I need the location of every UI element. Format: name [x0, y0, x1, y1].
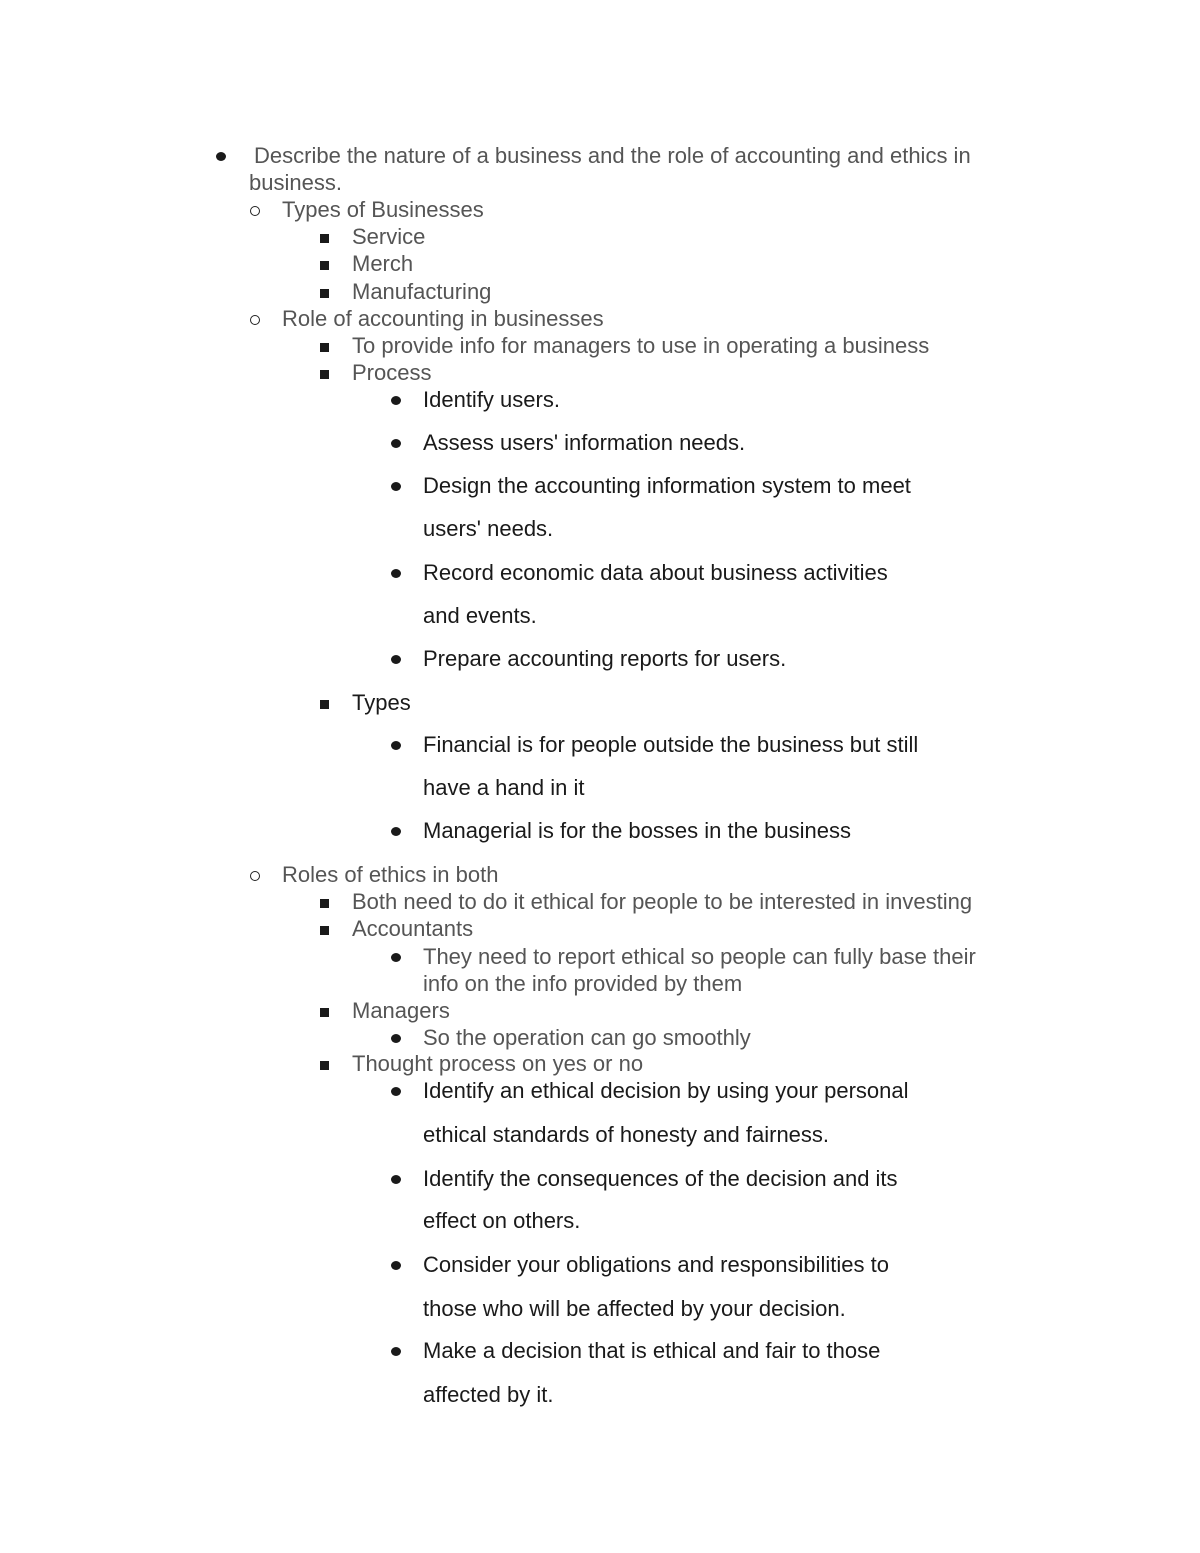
level3-bullet [320, 926, 329, 935]
level2-bullet [250, 315, 260, 325]
level3-bullet [320, 899, 329, 908]
level3-bullet [320, 289, 329, 298]
thought-step-3-line2: those who will be affected by your decision. [423, 1296, 846, 1321]
roles-of-ethics-label: Roles of ethics in both [282, 862, 499, 887]
both-need-item: Both need to do it ethical for people to be interested in investing [352, 889, 973, 914]
thought-process-label: Thought process on yes or no [352, 1051, 644, 1076]
accountants-item-line2: info on the info provided by them [423, 971, 743, 996]
business-type-merch: Merch [352, 251, 414, 276]
thought-step-2-line2: effect on others. [423, 1208, 581, 1233]
types-of-businesses-label: Types of Businesses [282, 197, 484, 222]
managers-item: So the operation can go smoothly [423, 1025, 751, 1050]
thought-step-4-line2: affected by it. [423, 1382, 554, 1407]
accounting-type-managerial: Managerial is for the bosses in the business [423, 818, 852, 843]
level3-bullet [320, 1008, 329, 1017]
level2-bullet [250, 206, 260, 216]
level3-bullet [320, 370, 329, 379]
item1-line2: business. [249, 170, 342, 195]
thought-step-1-line2: ethical standards of honesty and fairness. [423, 1122, 830, 1147]
process-step-4-line1: Record economic data about business activities [423, 560, 888, 585]
level4-bullet [391, 655, 401, 664]
level4-bullet [391, 482, 401, 491]
level3-bullet [320, 261, 329, 270]
business-type-manufacturing: Manufacturing [352, 279, 492, 304]
level3-bullet [320, 1061, 329, 1070]
accountants-item-line1: They need to report ethical so people can fully base their [423, 944, 976, 969]
accounting-type-financial-line2: have a hand in it [423, 775, 585, 800]
level4-bullet [391, 1347, 401, 1356]
level4-bullet [391, 827, 401, 836]
managers-label: Managers [352, 998, 450, 1023]
accounting-type-financial-line1: Financial is for people outside the business but still [423, 732, 919, 757]
thought-step-3-line1: Consider your obligations and responsibilities to [423, 1252, 889, 1277]
process-step-4-line2: and events. [423, 603, 537, 628]
level4-bullet [391, 439, 401, 448]
item1-line1: Describe the nature of a business and the role of accounting and ethics in [254, 143, 971, 168]
business-type-service: Service [352, 224, 426, 249]
thought-step-1-line1: Identify an ethical decision by using your personal [423, 1078, 909, 1103]
level3-bullet [320, 234, 329, 243]
level4-bullet [391, 1034, 401, 1043]
process-step-3-line1: Design the accounting information system to meet [423, 473, 911, 498]
process-step-5: Prepare accounting reports for users. [423, 646, 787, 671]
provide-info-item: To provide info for managers to use in operating a business [352, 333, 930, 358]
accounting-types-label: Types [352, 690, 411, 715]
level4-bullet [391, 741, 401, 750]
process-label: Process [352, 360, 432, 385]
level4-bullet [391, 569, 401, 578]
accountants-label: Accountants [352, 916, 474, 941]
level1-bullet [216, 152, 226, 161]
level4-bullet [391, 953, 401, 962]
process-step-2: Assess users' information needs. [423, 430, 746, 455]
level3-bullet [320, 700, 329, 709]
level4-bullet [391, 1261, 401, 1270]
level4-bullet [391, 1087, 401, 1096]
thought-step-4-line1: Make a decision that is ethical and fair to those [423, 1338, 881, 1363]
level2-bullet [250, 871, 260, 881]
level4-bullet [391, 396, 401, 405]
role-of-accounting-label: Role of accounting in businesses [282, 306, 604, 331]
level3-bullet [320, 343, 329, 352]
thought-step-2-line1: Identify the consequences of the decision and its [423, 1166, 898, 1191]
level4-bullet [391, 1175, 401, 1184]
process-step-3-line2: users' needs. [423, 516, 554, 541]
process-step-1: Identify users. [423, 387, 560, 412]
